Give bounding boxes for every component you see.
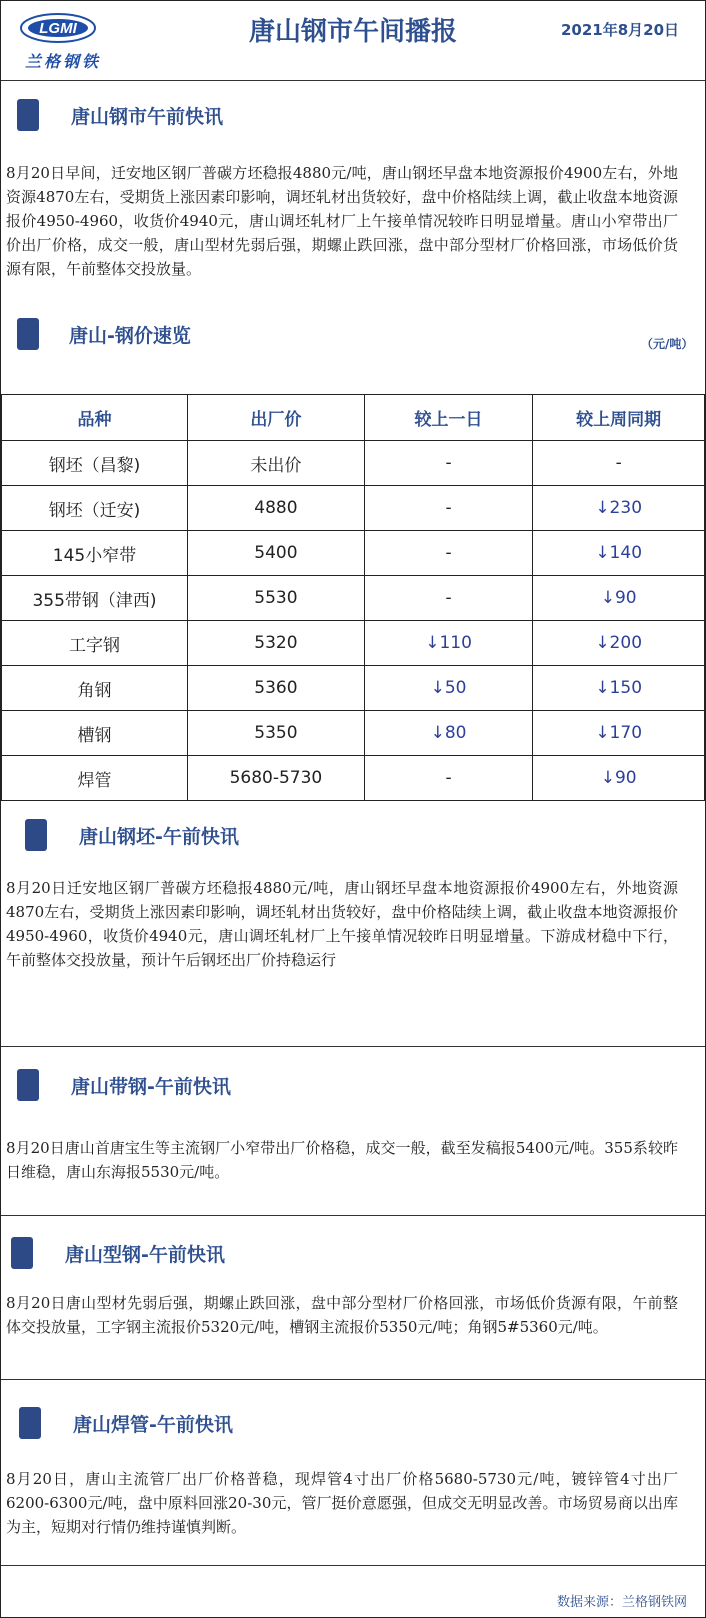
section-title-price-overview: 唐山-钢价速览 bbox=[69, 325, 191, 347]
header-divider bbox=[1, 80, 705, 81]
section-divider bbox=[1, 1046, 705, 1047]
svg-text:LGMI: LGMI bbox=[39, 20, 77, 37]
cell-week-change: ↓90 bbox=[533, 576, 705, 621]
footer-divider bbox=[1, 1565, 705, 1566]
section-marker bbox=[19, 1407, 41, 1439]
cell-week-change: ↓230 bbox=[533, 486, 705, 531]
section-marker bbox=[17, 1069, 39, 1101]
cell-day-change: - bbox=[364, 576, 533, 621]
section-divider bbox=[1, 1379, 705, 1380]
cell-day-change: - bbox=[364, 486, 533, 531]
cell-day-change: - bbox=[364, 441, 533, 486]
section-divider bbox=[1, 1215, 705, 1216]
section-title-strip-steel: 唐山带钢-午前快讯 bbox=[71, 1076, 231, 1098]
cell-factory-price: 5400 bbox=[188, 531, 365, 576]
section-marker bbox=[17, 318, 39, 350]
column-header-factory-price: 出厂价 bbox=[188, 395, 365, 441]
cell-day-change: ↓80 bbox=[364, 711, 533, 756]
table-row bbox=[2, 576, 705, 621]
cell-variety: 槽钢 bbox=[2, 711, 188, 756]
table-row bbox=[2, 756, 705, 801]
cell-factory-price: 未出价 bbox=[188, 441, 365, 486]
cell-factory-price: 5680-5730 bbox=[188, 756, 365, 801]
table-row bbox=[2, 666, 705, 711]
column-header-week-change: 较上周同期 bbox=[533, 395, 705, 441]
section-body-billet: 8月20日迁安地区钢厂普碳方坯稳报4880元/吨，唐山钢坯早盘本地资源报价4900左右，外地资源4870左右，受期货上涨因素印影响，调坯轧材出货较好，盘中价格陆续上调，截止收盘本地资源报价4950-4960，收货价4940元，唐山调坯轧材厂上午接单情况较昨日明显增量。下游成材稳中下行，午前整体交投放量，预计午后钢坯出厂价持稳运行 bbox=[6, 879, 678, 969]
section-marker bbox=[11, 1237, 33, 1269]
section-title-billet: 唐山钢坯-午前快讯 bbox=[79, 826, 239, 848]
table-row bbox=[2, 531, 705, 576]
price-table bbox=[1, 394, 705, 801]
cell-week-change: - bbox=[533, 441, 705, 486]
section-marker bbox=[25, 819, 47, 851]
cell-day-change: ↓110 bbox=[364, 621, 533, 666]
cell-day-change: ↓50 bbox=[364, 666, 533, 711]
cell-factory-price: 5320 bbox=[188, 621, 365, 666]
table-row bbox=[2, 486, 705, 531]
table-row bbox=[2, 621, 705, 666]
column-header-variety: 品种 bbox=[2, 395, 188, 441]
table-row bbox=[2, 711, 705, 756]
section-title-section-steel: 唐山型钢-午前快讯 bbox=[65, 1244, 225, 1266]
section-body-strip-steel: 8月20日唐山首唐宝生等主流钢厂小窄带出厂价格稳，成交一般，截至发稿报5400元/吨。355系较昨日维稳，唐山东海报5530元/吨。 bbox=[6, 1139, 678, 1181]
section-title-market-news: 唐山钢市午前快讯 bbox=[71, 106, 224, 128]
section-body-market-news: 8月20日早间，迁安地区钢厂普碳方坯稳报4880元/吨，唐山钢坯早盘本地资源报价4900左右，外地资源4870左右，受期货上涨因素印影响，调坯轧材出货较好，盘中价格陆续上调，截止收盘本地资源报价4950-4960，收货价4940元，唐山调坯轧材厂上午接单情况较昨日明显增量。唐山小窄带出厂价出厂价格，成交一般，唐山型材先弱后强，期螺止跌回涨，盘中部分型材厂价格回涨，市场低价货源有限，午前整体交投放量。 bbox=[6, 164, 678, 278]
table-header-row bbox=[2, 395, 705, 441]
section-title-welded-pipe: 唐山焊管-午前快讯 bbox=[73, 1414, 233, 1436]
cell-variety: 工字钢 bbox=[2, 621, 188, 666]
section-body-welded-pipe: 8月20日，唐山主流管厂出厂价格普稳，现焊管4寸出厂价格5680-5730元/吨，镀锌管4寸出厂6200-6300元/吨，盘中原料回涨20-30元，管厂挺价意愿强，但成交无明显改善。市场贸易商以出库为主，短期对行情仍维持谨慎判断。 bbox=[6, 1470, 678, 1536]
report-title: 唐山钢市午间播报 bbox=[248, 17, 457, 47]
cell-week-change: ↓200 bbox=[533, 621, 705, 666]
cell-variety: 焊管 bbox=[2, 756, 188, 801]
cell-variety: 角钢 bbox=[2, 666, 188, 711]
cell-week-change: ↓140 bbox=[533, 531, 705, 576]
cell-variety: 355带钢（津西) bbox=[2, 576, 188, 621]
report-date: 2021年8月20日 bbox=[561, 21, 680, 39]
cell-week-change: ↓150 bbox=[533, 666, 705, 711]
cell-variety: 145小窄带 bbox=[2, 531, 188, 576]
data-source: 数据来源：兰格钢铁网 bbox=[557, 1595, 688, 1610]
cell-factory-price: 5530 bbox=[188, 576, 365, 621]
cell-week-change: ↓90 bbox=[533, 756, 705, 801]
cell-day-change: - bbox=[364, 531, 533, 576]
cell-factory-price: 5360 bbox=[188, 666, 365, 711]
cell-week-change: ↓170 bbox=[533, 711, 705, 756]
cell-variety: 钢坯（昌黎) bbox=[2, 441, 188, 486]
table-row bbox=[2, 441, 705, 486]
cell-variety: 钢坯（迁安) bbox=[2, 486, 188, 531]
price-unit-label: （元/吨） bbox=[641, 337, 694, 351]
cell-day-change: - bbox=[364, 756, 533, 801]
cell-factory-price: 5350 bbox=[188, 711, 365, 756]
cell-factory-price: 4880 bbox=[188, 486, 365, 531]
section-body-section-steel: 8月20日唐山型材先弱后强，期螺止跌回涨，盘中部分型材厂价格回涨，市场低价货源有限，午前整体交投放量，工字钢主流报价5320元/吨，槽钢主流报价5350元/吨；角钢5#5360元/吨。 bbox=[6, 1294, 678, 1336]
logo-chinese-name: 兰格钢铁 bbox=[25, 52, 102, 71]
column-header-day-change: 较上一日 bbox=[364, 395, 533, 441]
section-marker bbox=[17, 99, 39, 131]
